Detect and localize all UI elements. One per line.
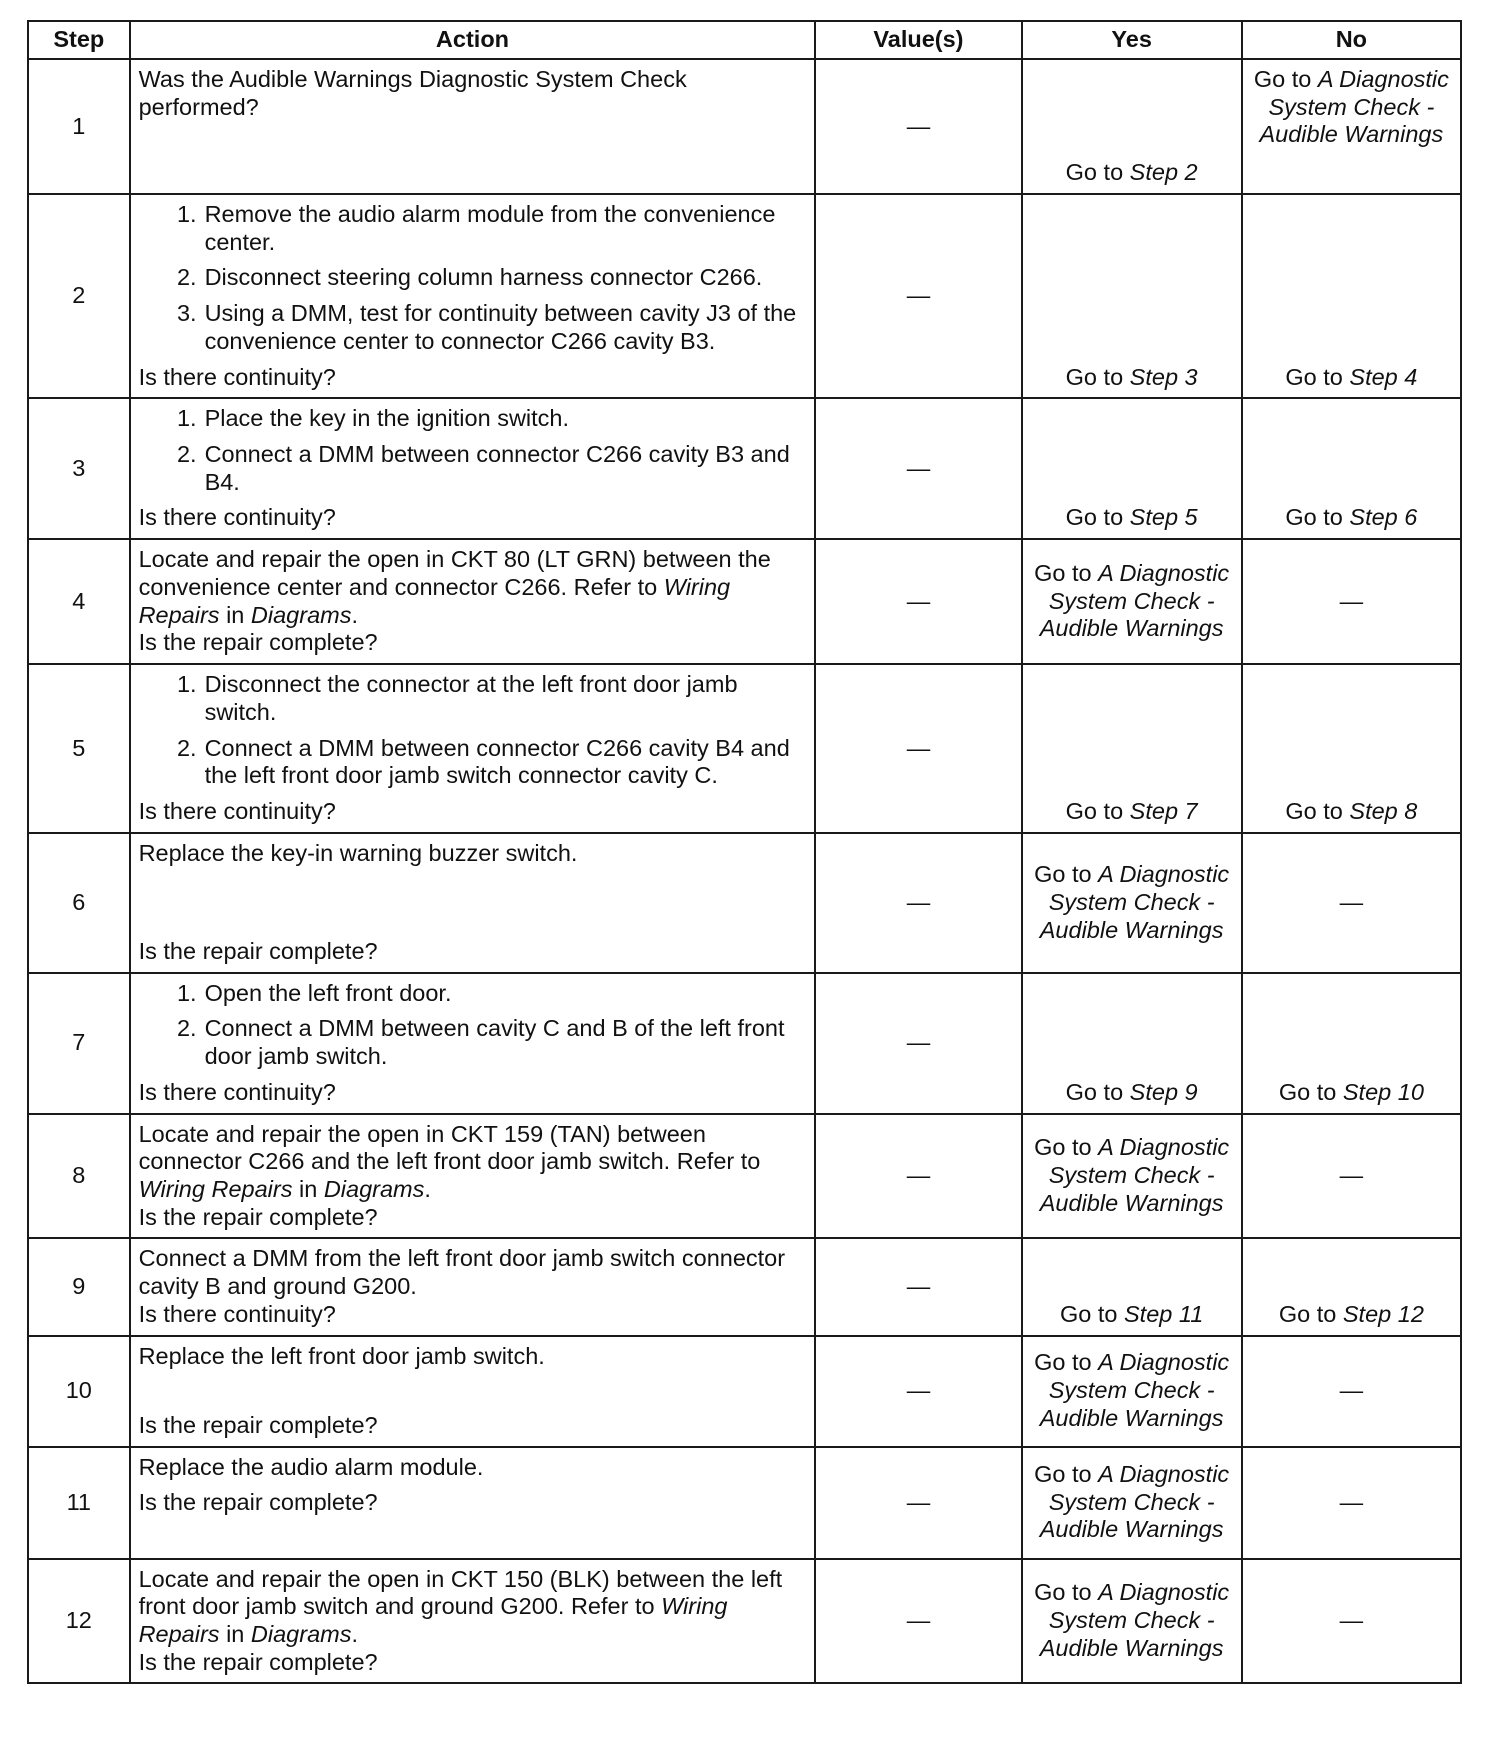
action-text [139, 546, 807, 629]
step-number: 5 [28, 664, 130, 833]
header-no: No [1242, 21, 1461, 59]
reference-link-text: Wiring Repairs [138, 573, 731, 628]
substep-item [139, 441, 807, 496]
substep-list [139, 201, 807, 356]
substep-text: Disconnect the connector at the left front door jamb switch. [204, 671, 738, 725]
substep-text: Disconnect steering column harness connector C266. [204, 264, 763, 291]
substep-list [139, 405, 807, 496]
step-number: 8 [28, 1114, 130, 1239]
step-number: 4 [28, 539, 130, 664]
action-body [139, 1566, 807, 1649]
substep-item [139, 201, 807, 256]
yes-cell [1022, 194, 1242, 398]
substep-number: 2. [176, 734, 197, 761]
value-dash: — [815, 1114, 1021, 1239]
reference-link-text: Wiring Repairs [138, 1175, 293, 1202]
action-question: Is the repair complete? [138, 1489, 378, 1516]
no-goto-text: Go to [1285, 797, 1350, 824]
no-target: Step 8 [1349, 797, 1418, 824]
table-row [28, 1336, 1461, 1447]
no-target: Step 10 [1342, 1078, 1424, 1105]
action-cell [130, 539, 816, 664]
no-cell [1242, 664, 1461, 833]
reference-link-text: Diagrams [250, 1621, 352, 1647]
no-goto-text: Go to [1278, 1300, 1343, 1327]
substep-item [139, 671, 807, 726]
yes-goto-text: Go to [1034, 560, 1099, 587]
yes-cell [1022, 1559, 1242, 1684]
no-goto-text: Go to [1285, 363, 1350, 390]
no-cell [1242, 59, 1461, 194]
action-question: Is the repair complete? [138, 629, 378, 656]
yes-goto-text: Go to [1065, 504, 1130, 531]
action-body [139, 1245, 807, 1300]
substep-item [139, 1015, 807, 1070]
action-question: Is there continuity? [138, 797, 336, 824]
header-yes: Yes [1022, 21, 1242, 59]
yes-cell [1022, 1238, 1242, 1335]
yes-target: A Diagnostic System Check - Audible Warnings [1039, 1134, 1230, 1216]
yes-target: A Diagnostic System Check - Audible Warnings [1039, 560, 1230, 642]
no-cell [1242, 973, 1461, 1114]
header-action: Action [130, 21, 816, 59]
yes-target: A Diagnostic System Check - Audible Warnings [1039, 1349, 1230, 1431]
value-dash: — [815, 973, 1021, 1114]
step-number: 6 [28, 833, 130, 973]
substep-text: Connect a DMM between cavity C and B of the left front door jamb switch. [204, 1015, 785, 1070]
action-content [139, 405, 807, 532]
no-cell [1242, 194, 1461, 398]
substep-item [139, 980, 807, 1008]
action-cell [130, 398, 816, 539]
table-row [28, 973, 1461, 1114]
action-body [139, 405, 807, 504]
action-text [139, 1121, 807, 1204]
table-row [28, 1114, 1461, 1239]
yes-target: Step 2 [1129, 159, 1198, 186]
action-question: Is there continuity? [138, 1300, 336, 1327]
action-content [139, 1245, 807, 1328]
action-text: Replace the key-in warning buzzer switch. [138, 839, 578, 866]
action-text [139, 1566, 807, 1649]
action-text: Replace the audio alarm module. [138, 1453, 484, 1480]
reference-link-text: Wiring Repairs [138, 1593, 728, 1647]
substep-text: Using a DMM, test for continuity between cavity J3 of the convenience center to connector C266 cavity B3. [204, 300, 797, 354]
value-dash: — [815, 1336, 1021, 1447]
step-number: 11 [28, 1447, 130, 1559]
yes-goto-text: Go to [1059, 1300, 1124, 1327]
substep-number: 2. [176, 264, 197, 291]
reference-link-text: Diagrams [323, 1175, 425, 1202]
yes-goto-text: Go to [1065, 159, 1130, 186]
substep-item [139, 735, 807, 790]
yes-goto-text: Go to [1065, 363, 1130, 390]
action-question: Is the repair complete? [138, 1411, 378, 1438]
action-text-part: Locate and repair the open in CKT 80 (LT GRN) between the convenience center and connector C266. Refer to [138, 546, 771, 600]
action-question: Is the repair complete? [138, 937, 378, 964]
action-content [139, 1343, 807, 1440]
yes-target: A Diagnostic System Check - Audible Warnings [1039, 1460, 1230, 1543]
table-body [28, 59, 1461, 1683]
yes-cell [1022, 833, 1242, 973]
no-cell: — [1242, 833, 1461, 973]
action-text-part: . [351, 601, 358, 628]
no-cell: — [1242, 1447, 1461, 1559]
yes-goto-text: Go to [1065, 1078, 1130, 1105]
yes-cell [1022, 1114, 1242, 1239]
substep-text: Place the key in the ignition switch. [204, 405, 570, 432]
substep-number: 1. [176, 979, 197, 1006]
action-body [139, 840, 807, 868]
step-number: 10 [28, 1336, 130, 1447]
value-dash: — [815, 539, 1021, 664]
action-body [139, 671, 807, 798]
yes-target: Step 5 [1129, 504, 1198, 531]
substep-number: 1. [176, 201, 197, 227]
action-text-part: . [424, 1175, 431, 1202]
table-row [28, 1238, 1461, 1335]
action-body [139, 1343, 807, 1371]
yes-target: Step 11 [1124, 1300, 1204, 1327]
yes-target: A Diagnostic System Check - Audible Warnings [1039, 861, 1230, 943]
yes-cell [1022, 1336, 1242, 1447]
table-row [28, 59, 1461, 194]
header-row [28, 21, 1461, 59]
action-content [139, 1454, 807, 1552]
action-text: Was the Audible Warnings Diagnostic System Check performed? [138, 66, 687, 120]
action-content [139, 201, 807, 391]
substep-number: 2. [176, 441, 197, 468]
yes-goto-text: Go to [1034, 1460, 1099, 1487]
no-target: A Diagnostic System Check - Audible Warnings [1259, 66, 1449, 148]
action-cell [130, 1238, 816, 1335]
value-dash: — [815, 1238, 1021, 1335]
table-row [28, 1559, 1461, 1684]
action-text-part: in [219, 1621, 251, 1647]
action-text-part: in [219, 601, 251, 628]
action-question: Is the repair complete? [138, 1203, 378, 1230]
yes-cell [1022, 1447, 1242, 1559]
value-dash: — [815, 194, 1021, 398]
yes-goto-text: Go to [1034, 1134, 1099, 1161]
no-target: Step 6 [1349, 504, 1418, 531]
step-number: 7 [28, 973, 130, 1114]
action-body [139, 201, 807, 364]
no-cell: — [1242, 1559, 1461, 1684]
yes-cell [1022, 664, 1242, 833]
action-cell [130, 1114, 816, 1239]
step-number: 3 [28, 398, 130, 539]
action-body [139, 1121, 807, 1204]
action-text-part: . [351, 1621, 358, 1647]
action-content [139, 66, 807, 187]
action-cell [130, 59, 816, 194]
header-values: Value(s) [815, 21, 1021, 59]
table-row [28, 398, 1461, 539]
substep-number: 2. [176, 1015, 197, 1042]
no-goto-text: Go to [1253, 66, 1318, 92]
value-dash: — [815, 1447, 1021, 1559]
action-content [139, 980, 807, 1107]
value-dash: — [815, 398, 1021, 539]
action-content [139, 546, 807, 657]
yes-goto-text: Go to [1065, 797, 1130, 824]
action-cell [130, 664, 816, 833]
value-dash: — [815, 833, 1021, 973]
yes-target: A Diagnostic System Check - Audible Warnings [1039, 1579, 1230, 1661]
action-question: Is there continuity? [138, 1078, 336, 1105]
diagnostic-table [27, 20, 1462, 1684]
yes-target: Step 7 [1129, 797, 1198, 824]
action-text: Connect a DMM from the left front door jamb switch connector cavity B and ground G200. [138, 1245, 786, 1300]
step-number: 1 [28, 59, 130, 194]
action-content [139, 671, 807, 826]
action-question: Is the repair complete? [138, 1648, 378, 1675]
substep-list [139, 980, 807, 1071]
action-content [139, 1566, 807, 1677]
action-text-part: Locate and repair the open in CKT 150 (BLK) between the left front door jamb switch and ground G200. Refer to [138, 1565, 783, 1620]
table-row [28, 539, 1461, 664]
action-question: Is there continuity? [138, 504, 336, 531]
yes-goto-text: Go to [1034, 861, 1099, 888]
table-row [28, 833, 1461, 973]
action-content [139, 1121, 807, 1232]
action-body [139, 1454, 807, 1517]
value-dash: — [815, 59, 1021, 194]
yes-cell [1022, 398, 1242, 539]
action-text-part: Locate and repair the open in CKT 159 (TAN) between connector C266 and the left front door jamb switch. Refer to [138, 1120, 761, 1175]
substep-list [139, 671, 807, 790]
step-number: 12 [28, 1559, 130, 1684]
substep-item [139, 264, 807, 292]
action-cell [130, 1559, 816, 1684]
header-step: Step [28, 21, 130, 59]
substep-text: Connect a DMM between connector C266 cavity B3 and B4. [204, 441, 790, 495]
value-dash: — [815, 664, 1021, 833]
substep-item [139, 300, 807, 355]
no-goto-text: Go to [1278, 1078, 1343, 1105]
table-row [28, 194, 1461, 398]
step-number: 9 [28, 1238, 130, 1335]
action-question: Is there continuity? [138, 363, 336, 390]
substep-number: 1. [176, 671, 197, 698]
no-target: Step 4 [1349, 363, 1418, 390]
action-content [139, 840, 807, 966]
yes-target: Step 3 [1129, 363, 1198, 390]
action-text-part: in [292, 1175, 324, 1202]
substep-item [139, 405, 807, 433]
yes-goto-text: Go to [1034, 1349, 1099, 1376]
yes-cell [1022, 973, 1242, 1114]
substep-text: Open the left front door. [204, 979, 452, 1006]
action-cell [130, 194, 816, 398]
action-body [139, 980, 807, 1079]
action-cell [130, 833, 816, 973]
action-cell [130, 1336, 816, 1447]
action-cell [130, 973, 816, 1114]
step-number: 2 [28, 194, 130, 398]
action-body [139, 546, 807, 629]
yes-cell [1022, 539, 1242, 664]
no-cell: — [1242, 1114, 1461, 1239]
value-dash: — [815, 1559, 1021, 1684]
reference-link-text: Diagrams [250, 601, 352, 628]
action-body [139, 66, 807, 121]
substep-text: Remove the audio alarm module from the convenience center. [204, 201, 776, 255]
no-cell [1242, 1238, 1461, 1335]
substep-text: Connect a DMM between connector C266 cavity B4 and the left front door jamb switch connector cavity C. [204, 734, 790, 789]
no-cell: — [1242, 1336, 1461, 1447]
yes-goto-text: Go to [1034, 1579, 1099, 1606]
action-cell [130, 1447, 816, 1559]
table-row [28, 664, 1461, 833]
yes-cell [1022, 59, 1242, 194]
no-target: Step 12 [1342, 1300, 1424, 1327]
no-cell: — [1242, 539, 1461, 664]
substep-number: 3. [176, 300, 197, 327]
yes-target: Step 9 [1129, 1078, 1198, 1105]
table-row [28, 1447, 1461, 1559]
action-text: Replace the left front door jamb switch. [138, 1342, 545, 1369]
no-goto-text: Go to [1285, 504, 1350, 531]
no-cell [1242, 398, 1461, 539]
substep-number: 1. [176, 405, 197, 432]
